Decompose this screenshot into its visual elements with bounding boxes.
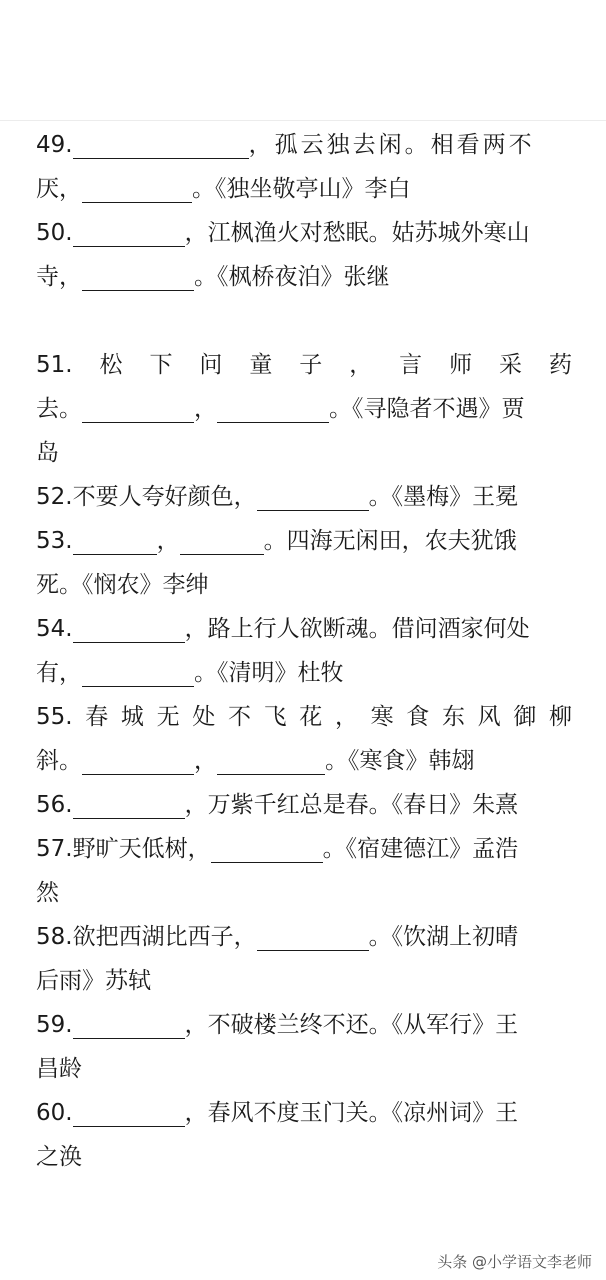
- question-number: 60.: [36, 1100, 73, 1126]
- question-57-line-2: [36, 871, 572, 915]
- answer-blank: [257, 484, 369, 511]
- question-text: 58.欲把西湖比西子，: [36, 924, 257, 950]
- question-text: 东: [441, 704, 465, 730]
- question-text: 岛: [36, 440, 59, 466]
- question-51-line-2: [36, 387, 572, 431]
- answer-blank: [73, 1100, 185, 1127]
- question-53-line-2: [36, 563, 572, 607]
- question-59-line-1: [36, 1003, 572, 1047]
- question-number: 54.: [36, 616, 73, 642]
- answer-blank: [82, 396, 194, 423]
- question-52-line-1: [36, 475, 572, 519]
- question-text: 然: [36, 880, 59, 906]
- question-text: 不: [227, 704, 251, 730]
- question-text: ，: [334, 704, 358, 730]
- question-text: ，江枫渔火对愁眠。姑苏城外寒山: [184, 220, 530, 246]
- question-text: 52.不要人夸好颜色，: [36, 484, 257, 510]
- question-49-line-2: [36, 167, 572, 211]
- question-text: 。《墨梅》王冕: [368, 484, 519, 510]
- answer-blank: [73, 792, 185, 819]
- answer-blank: [73, 220, 185, 247]
- question-57-line-1: [36, 827, 572, 871]
- question-text: ，春风不度玉门关。《凉州词》王: [184, 1100, 519, 1126]
- question-text: 55.: [36, 704, 73, 730]
- question-text: 。四海无闲田，农夫犹饿: [263, 528, 517, 554]
- question-text: 寺，: [36, 264, 82, 290]
- question-text: 食: [406, 704, 430, 730]
- answer-blank: [82, 176, 192, 203]
- question-text: 。《寒食》韩翃: [325, 748, 475, 774]
- question-number: 53.: [36, 528, 73, 554]
- question-54-line-2: [36, 651, 572, 695]
- question-text: 后雨》苏轼: [36, 968, 151, 994]
- question-text: 厌，: [36, 176, 82, 202]
- question-text: 问: [199, 352, 223, 378]
- question-text: ，: [194, 396, 217, 422]
- question-text: ，万紫千红总是春。《春日》朱熹: [184, 792, 519, 818]
- answer-blank: [73, 1012, 185, 1039]
- answer-blank: [217, 396, 329, 423]
- spacer: [36, 299, 572, 343]
- question-text: 风: [477, 704, 501, 730]
- question-text: 51.: [36, 352, 73, 378]
- question-text: ，: [194, 748, 217, 774]
- question-59-line-2: [36, 1047, 572, 1091]
- question-text: 。《独坐敬亭山》李白: [192, 176, 411, 202]
- answer-blank: [73, 528, 157, 555]
- question-text: 药: [548, 352, 572, 378]
- question-58-line-2: [36, 959, 572, 1003]
- question-text: 。《饮湖上初晴: [368, 924, 519, 950]
- watermark-author: 头条 @小学语文李老师: [437, 1253, 592, 1271]
- question-text: ，不破楼兰终不还。《从军行》王: [184, 1012, 519, 1038]
- answer-blank: [73, 616, 185, 643]
- question-text: 去。: [36, 396, 82, 422]
- question-text: ，: [349, 352, 373, 378]
- question-50-line-2: [36, 255, 572, 299]
- question-text: 。《枫桥夜泊》张继: [194, 264, 390, 290]
- question-text: 有，: [36, 660, 82, 686]
- answer-blank: [73, 132, 249, 159]
- question-51-line-1: [36, 343, 572, 387]
- question-text: 处: [192, 704, 216, 730]
- question-number: 50.: [36, 220, 73, 246]
- question-text: 师: [449, 352, 473, 378]
- question-60-line-2: [36, 1135, 572, 1179]
- answer-blank: [217, 748, 325, 775]
- question-text: 采: [499, 352, 523, 378]
- question-text: 。《寻隐者不遇》贾: [329, 396, 525, 422]
- question-text: 斜。: [36, 748, 82, 774]
- question-text: 昌龄: [36, 1056, 82, 1082]
- question-text: ，: [156, 528, 180, 554]
- question-60-line-1: [36, 1091, 572, 1135]
- question-text: 之涣: [36, 1144, 82, 1170]
- question-text: 57.野旷天低树，: [36, 836, 211, 862]
- question-51-line-3: [36, 431, 572, 475]
- question-text: ，孤云独去闲。相看两不: [248, 132, 535, 158]
- question-text: 无: [156, 704, 180, 730]
- question-text: 童: [249, 352, 273, 378]
- question-49-line-1: [36, 123, 572, 167]
- answer-blank: [82, 264, 194, 291]
- question-text: 城: [120, 704, 144, 730]
- question-text: 下: [149, 352, 173, 378]
- question-56-line-1: [36, 783, 572, 827]
- question-text: 柳: [548, 704, 572, 730]
- question-text: 。《清明》杜牧: [194, 660, 344, 686]
- question-number: 56.: [36, 792, 73, 818]
- question-54-line-1: [36, 607, 572, 651]
- question-text: 御: [513, 704, 537, 730]
- question-text: 。《宿建德江》孟浩: [322, 836, 519, 862]
- question-55-line-1: [36, 695, 572, 739]
- answer-blank: [82, 748, 194, 775]
- top-blank-area: [0, 0, 606, 121]
- question-text: 春: [85, 704, 109, 730]
- answer-blank: [257, 924, 369, 951]
- question-text: 松: [99, 352, 123, 378]
- question-text: 死。《悯农》李绅: [36, 572, 209, 598]
- question-number: 59.: [36, 1012, 73, 1038]
- question-text: 飞: [263, 704, 287, 730]
- question-text: ，路上行人欲断魂。借问酒家何处: [184, 616, 530, 642]
- question-53-line-1: [36, 519, 572, 563]
- question-number: 49.: [36, 132, 73, 158]
- question-50-line-1: [36, 211, 572, 255]
- question-text: 寒: [370, 704, 394, 730]
- answer-blank: [82, 660, 194, 687]
- question-55-line-2: [36, 739, 572, 783]
- question-text: 子: [299, 352, 323, 378]
- answer-blank: [211, 836, 323, 863]
- question-text: 花: [299, 704, 323, 730]
- answer-blank: [180, 528, 264, 555]
- question-58-line-1: [36, 915, 572, 959]
- question-text: 言: [399, 352, 423, 378]
- poetry-fill-in-worksheet: [36, 123, 572, 1179]
